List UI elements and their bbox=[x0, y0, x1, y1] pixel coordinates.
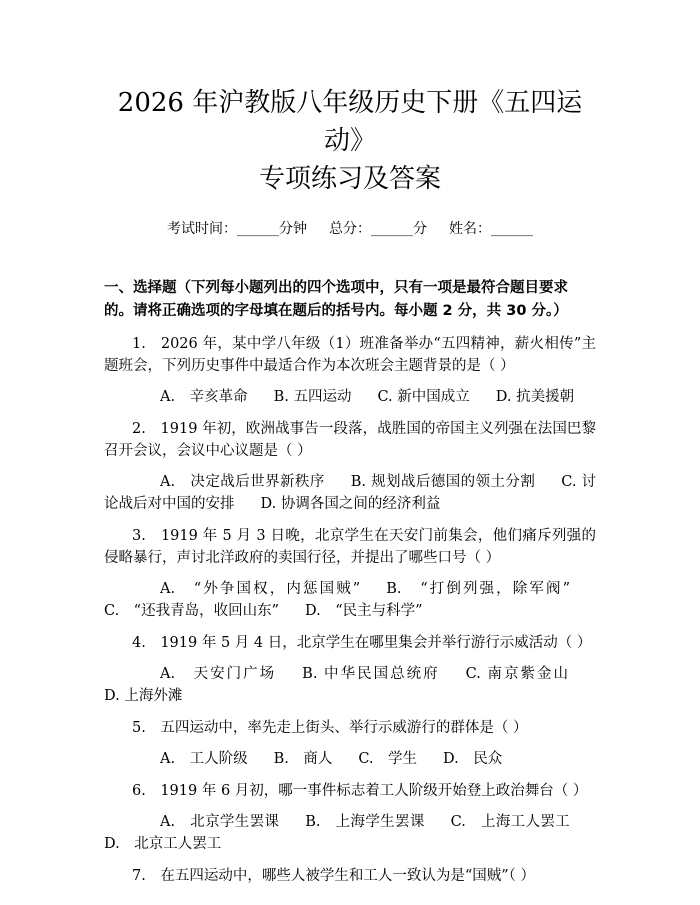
option-a: A. “外争国权，内惩国贼” bbox=[160, 581, 361, 597]
question-4: 4. 1919 年 5 月 4 日，北京学生在哪里集会并举行游行示威活动（ ） bbox=[132, 635, 592, 651]
option-b: B. “打倒列强，除军阀” bbox=[386, 581, 571, 597]
section-heading: 一、选择题（下列每小题列出的四个选项中，只有一项是最符合题目要求的。请将正确选项的字母填在题后的括号内。每小题 2 分，共 30 分。） bbox=[104, 280, 568, 319]
exam-name: 姓名：______ bbox=[449, 221, 533, 237]
question-3-options bbox=[104, 578, 596, 622]
question-6: 6. 1919 年 6 月初，哪一事件标志着工人阶级开始登上政治舞台（ ） bbox=[132, 783, 588, 799]
option-c: C. 讨论战后对中国的安排 bbox=[104, 474, 597, 512]
document-title bbox=[104, 0, 596, 198]
option-d: D. 上海外滩 bbox=[104, 688, 183, 704]
option-b: B. 中华民国总统府 bbox=[302, 666, 440, 682]
option-a: A. 决定战后世界新秩序 bbox=[160, 474, 325, 490]
exam-info bbox=[104, 219, 596, 239]
option-c: C. 南京紫金山 bbox=[465, 666, 571, 682]
option-c: C. 新中国成立 bbox=[377, 389, 470, 405]
question-5-options bbox=[104, 748, 596, 770]
option-b: B. 五四运动 bbox=[273, 389, 352, 405]
question-4-options bbox=[104, 663, 596, 707]
option-d: D. 协调各国之间的经济利益 bbox=[260, 496, 441, 512]
option-c: C. 学生 bbox=[358, 751, 418, 767]
option-a: A. 辛亥革命 bbox=[160, 389, 248, 405]
title-line-2: 专项练习及答案 bbox=[258, 164, 441, 194]
option-b: B. 商人 bbox=[273, 751, 333, 767]
exam-score: 总分：______分 bbox=[329, 221, 427, 237]
exam-time: 考试时间：______分钟 bbox=[167, 221, 307, 237]
title-line-1: 2026 年沪教版八年级历史下册《五四运动》 bbox=[117, 88, 583, 156]
option-a: A. 天安门广场 bbox=[160, 666, 277, 682]
question-1: 1. 2026 年，某中学八年级（1）班准备举办“五四精神，薪火相传”主题班会，下列历史事件中最适合作为本次班会主题背景的是（ ） bbox=[104, 336, 596, 374]
question-2-options bbox=[104, 471, 596, 515]
option-d: D. “民主与科学” bbox=[305, 603, 423, 619]
option-d: D. 北京工人罢工 bbox=[104, 836, 222, 852]
option-c: C. “还我青岛，收回山东” bbox=[104, 603, 280, 619]
option-d: D. 民众 bbox=[443, 751, 503, 767]
question-7: 7. 在五四运动中，哪些人被学生和工人一致认为是“国贼”（ ） bbox=[132, 868, 536, 884]
question-1-options bbox=[104, 386, 596, 408]
option-b: B. 上海学生罢课 bbox=[305, 814, 425, 830]
question-2: 2. 1919 年初，欧洲战事告一段落，战胜国的帝国主义列强在法国巴黎召开会议，会议中心议题是（ ） bbox=[104, 421, 596, 459]
question-3: 3. 1919 年 5 月 3 日晚，北京学生在天安门前集会，他们痛斥列强的侵略暴行，声讨北洋政府的卖国行径，并提出了哪些口号（ ） bbox=[104, 528, 596, 566]
option-c: C. 上海工人罢工 bbox=[450, 814, 570, 830]
option-b: B. 规划战后德国的领土分割 bbox=[350, 474, 536, 490]
question-6-options bbox=[104, 811, 596, 855]
question-5: 5. 五四运动中，率先走上街头、举行示威游行的群体是（ ） bbox=[132, 720, 528, 736]
option-a: A. 北京学生罢课 bbox=[160, 814, 280, 830]
option-d: D. 抗美援朝 bbox=[495, 389, 575, 405]
option-a: A. 工人阶级 bbox=[160, 751, 248, 767]
